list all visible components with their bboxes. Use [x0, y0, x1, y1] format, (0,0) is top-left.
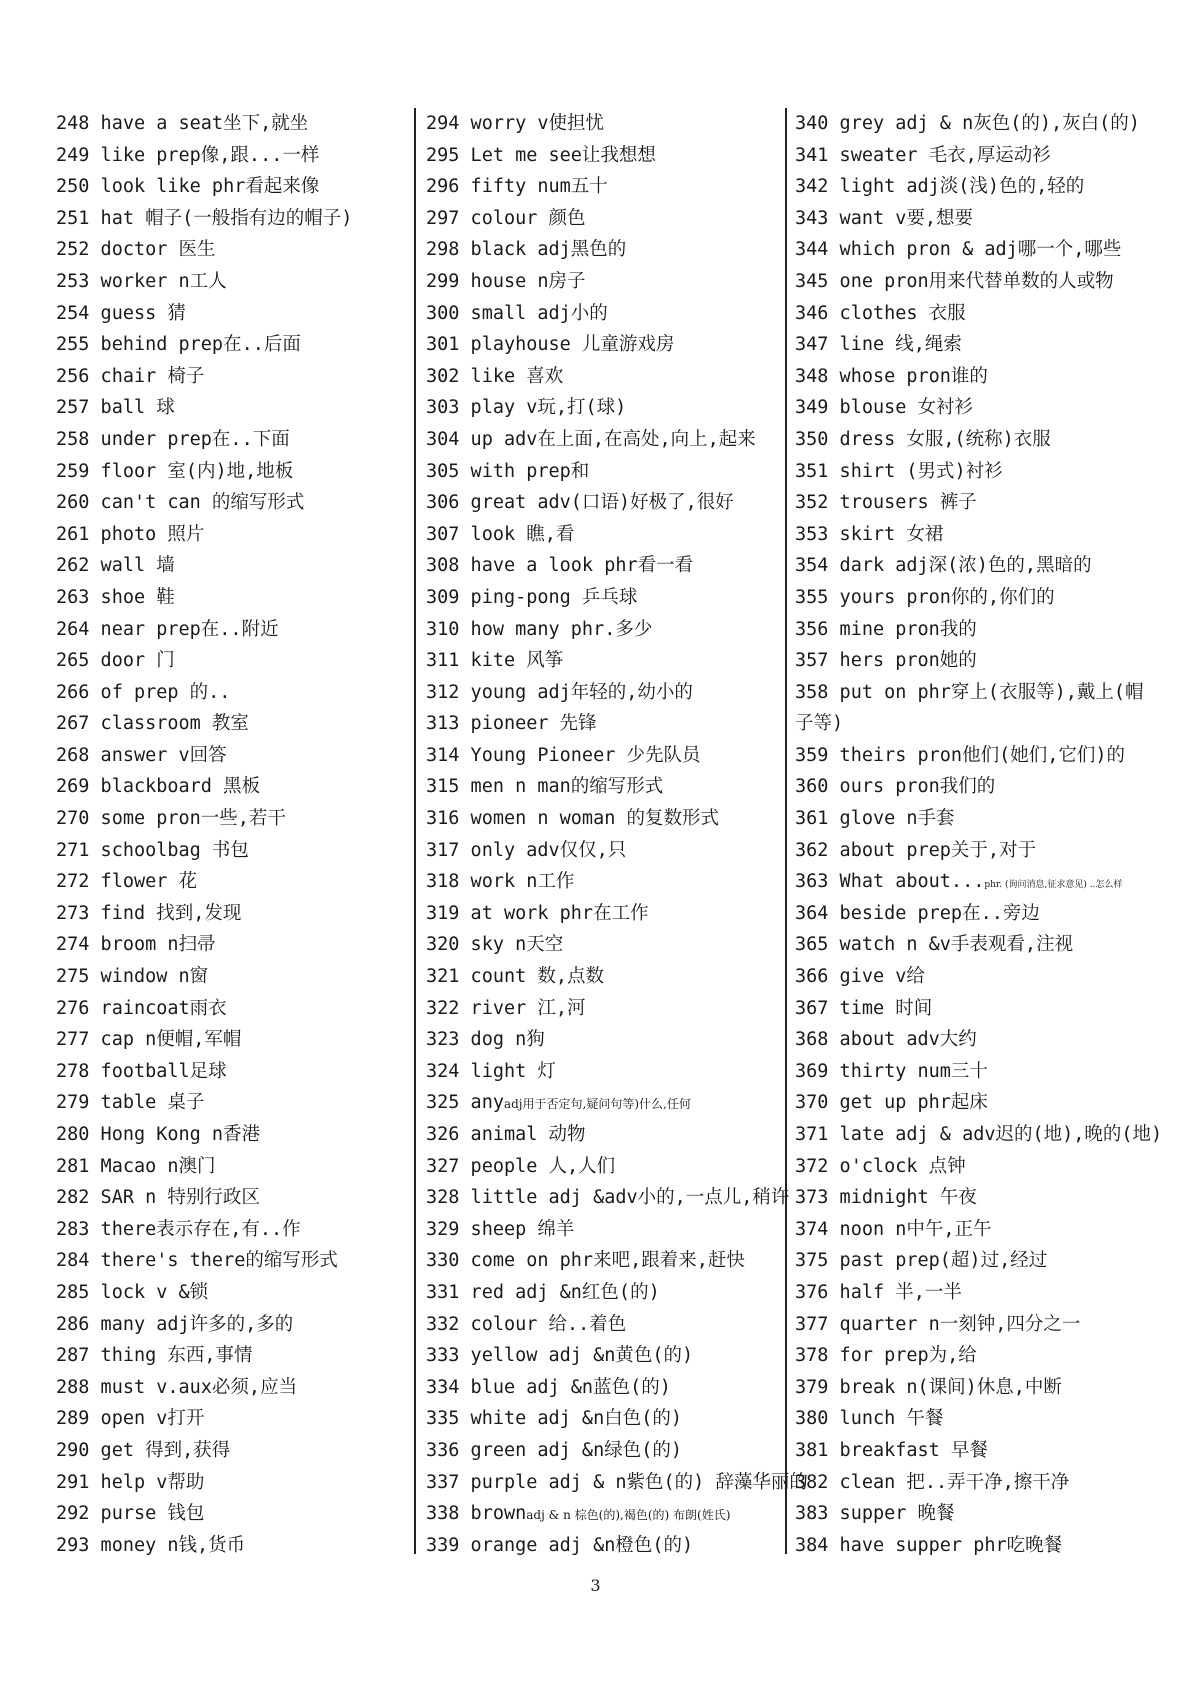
vocab-entry	[426, 1214, 776, 1246]
vocab-entry	[795, 1151, 1165, 1183]
vocab-entry	[426, 234, 776, 266]
vocab-entry-text: 268 answer v回答	[56, 744, 227, 766]
vocab-entry	[426, 677, 776, 709]
vocab-entry-text: 256 chair 椅子	[56, 365, 205, 387]
vocab-entry-text: 250 look like phr看起来像	[56, 176, 320, 198]
vocab-entry-text: 251 hat 帽子(一般指有边的帽子)	[56, 207, 353, 229]
vocab-entry	[795, 1530, 1165, 1562]
vocab-entry	[426, 519, 776, 551]
vocab-entry	[56, 171, 406, 203]
vocab-column-2	[426, 108, 808, 1561]
vocab-entry	[795, 1277, 1165, 1309]
vocab-entry-text: 314 Young Pioneer 少先队员	[426, 744, 701, 766]
vocab-entry	[56, 1024, 406, 1056]
vocab-entry	[795, 645, 1165, 677]
vocab-entry-text: 350 dress 女服,(统称)衣服	[795, 428, 1051, 450]
vocab-entry	[426, 961, 776, 993]
vocab-entry-text: 356 mine pron我的	[795, 618, 977, 640]
vocab-entry-text: 352 trousers 裤子	[795, 492, 977, 514]
vocab-entry	[426, 1435, 776, 1467]
vocab-entry-text: 362 about prep关于,对于	[795, 839, 1037, 861]
vocab-entry	[56, 298, 406, 330]
vocab-entry-text: 298 black adj黑色的	[426, 239, 627, 261]
vocab-entry	[795, 1024, 1165, 1056]
vocab-entry	[426, 1119, 776, 1151]
vocab-entry	[56, 929, 406, 961]
vocab-entry	[426, 550, 776, 582]
vocab-entry	[795, 519, 1165, 551]
vocab-entry	[426, 329, 776, 361]
vocab-entry	[56, 1245, 406, 1277]
vocab-entry-text: 338 brown	[426, 1503, 527, 1525]
vocab-entry-text: 294 worry v使担忧	[426, 113, 605, 134]
vocab-entry	[795, 456, 1165, 488]
vocab-entry-text: 339 orange adj &n橙色(的)	[426, 1534, 694, 1556]
vocab-entry-text: 344 which pron & adj哪一个,哪些	[795, 239, 1122, 261]
vocab-entry-text: 262 wall 墙	[56, 555, 175, 577]
vocab-entry	[426, 1530, 776, 1562]
vocab-entry	[426, 582, 776, 614]
vocab-entry	[426, 771, 776, 803]
vocab-entry	[56, 1467, 406, 1499]
vocab-entry	[56, 487, 406, 519]
vocab-entry-text: 364 beside prep在..旁边	[795, 902, 1040, 924]
vocab-entry-text: 265 door 门	[56, 650, 175, 672]
vocab-entry	[426, 487, 776, 519]
vocab-entry-text: 365 watch n &v手表观看,注视	[795, 934, 1074, 956]
vocab-entry-text: 291 help v帮助	[56, 1471, 205, 1493]
vocab-entry	[56, 898, 406, 930]
vocab-entry	[56, 1056, 406, 1088]
vocab-entry-text: 259 floor 室(内)地,地板	[56, 460, 294, 482]
vocab-entry	[795, 1498, 1165, 1530]
column-divider	[414, 108, 416, 1554]
vocab-entry	[795, 203, 1165, 235]
vocab-entry-text: 263 shoe 鞋	[56, 586, 175, 608]
vocab-entry	[426, 392, 776, 424]
vocab-entry-text: 311 kite 风筝	[426, 650, 564, 672]
vocab-entry	[56, 771, 406, 803]
vocab-entry	[56, 329, 406, 361]
vocab-entry-text: 280 Hong Kong n香港	[56, 1124, 261, 1145]
vocab-entry-text: 332 colour 给..着色	[426, 1313, 627, 1335]
vocab-entry-text: 346 clothes 衣服	[795, 302, 966, 324]
vocab-entry	[56, 677, 406, 709]
vocab-entry	[56, 456, 406, 488]
vocab-entry	[795, 298, 1165, 330]
vocab-entry	[56, 424, 406, 456]
vocab-entry	[56, 614, 406, 646]
vocab-entry-text: 312 young adj年轻的,幼小的	[426, 681, 693, 703]
vocab-entry-text: 376 half 半,一半	[795, 1281, 962, 1303]
vocab-entry-text: 324 light 灯	[426, 1060, 556, 1082]
vocab-entry	[426, 171, 776, 203]
vocab-entry-text: 282 SAR n 特别行政区	[56, 1187, 260, 1209]
vocab-entry	[795, 550, 1165, 582]
vocab-entry	[56, 234, 406, 266]
vocab-entry-text: 383 supper 晚餐	[795, 1503, 955, 1525]
vocab-entry	[56, 1214, 406, 1246]
vocab-entry	[426, 1403, 776, 1435]
vocab-entry-note: adj用于否定句,疑问句等)什么,任何	[503, 1097, 691, 1112]
vocab-entry	[56, 835, 406, 867]
vocab-entry-text: 334 blue adj &n蓝色(的)	[426, 1376, 671, 1398]
vocab-entry	[56, 993, 406, 1025]
vocab-entry	[795, 1435, 1165, 1467]
column-divider	[785, 108, 787, 1554]
vocab-entry-text: 345 one pron用来代替单数的人或物	[795, 270, 1114, 292]
vocab-entry	[426, 424, 776, 456]
vocab-entry-text: 288 must v.aux必须,应当	[56, 1376, 298, 1398]
vocab-entry	[56, 866, 406, 898]
vocab-entry-text: 366 give v给	[795, 966, 925, 988]
vocab-entry-text: 381 breakfast 早餐	[795, 1439, 988, 1461]
vocab-entry-text: 273 find 找到,发现	[56, 902, 242, 924]
vocab-entry	[795, 803, 1165, 835]
vocab-entry-text: 359 theirs pron他们(她们,它们)的	[795, 744, 1125, 766]
vocab-entry	[795, 1119, 1165, 1151]
vocab-entry	[795, 1245, 1165, 1277]
vocab-entry	[795, 677, 1145, 740]
vocab-entry	[56, 803, 406, 835]
vocab-entry	[795, 866, 1165, 898]
vocab-entry-text: 375 past prep(超)过,经过	[795, 1250, 1048, 1272]
vocab-entry-text: 380 lunch 午餐	[795, 1408, 944, 1430]
vocab-entry	[795, 898, 1165, 930]
vocab-entry-text: 357 hers pron她的	[795, 650, 977, 672]
vocab-entry-text: 299 house n房子	[426, 270, 586, 292]
vocab-entry-text: 351 shirt (男式)衬衫	[795, 460, 1003, 482]
vocab-entry	[426, 266, 776, 298]
vocab-entry	[795, 993, 1165, 1025]
vocab-entry-text: 349 blouse 女衬衫	[795, 397, 974, 419]
vocab-entry-note: phr. (询问消息,征求意见) ..怎么样	[984, 880, 1123, 891]
vocab-entry	[56, 266, 406, 298]
vocab-entry-text: 329 sheep 绵羊	[426, 1218, 575, 1240]
vocab-entry-text: 274 broom n扫帚	[56, 934, 216, 956]
vocab-entry	[795, 1372, 1165, 1404]
vocab-entry-text: 277 cap n便帽,军帽	[56, 1029, 242, 1051]
vocab-entry-text: 341 sweater 毛衣,厚运动衫	[795, 144, 1051, 166]
vocab-entry	[795, 929, 1165, 961]
vocab-entry-text: 379 break n(课间)休息,中断	[795, 1376, 1062, 1398]
vocab-entry-text: 284 there's there的缩写形式	[56, 1250, 338, 1272]
vocab-entry	[795, 961, 1165, 993]
vocab-entry	[56, 1119, 406, 1151]
vocab-entry	[426, 108, 776, 140]
vocab-entry-text: 271 schoolbag 书包	[56, 839, 249, 861]
vocab-entry-text: 293 money n钱,货币	[56, 1534, 246, 1556]
vocab-entry-text: 281 Macao n澳门	[56, 1155, 216, 1177]
vocab-entry	[795, 171, 1165, 203]
vocab-entry	[426, 835, 776, 867]
vocab-entry-text: 382 clean 把..弄干净,擦干净	[795, 1471, 1070, 1493]
vocab-entry	[795, 614, 1165, 646]
vocab-entry-text: 335 white adj &n白色(的)	[426, 1408, 682, 1430]
vocab-entry-text: 292 purse 钱包	[56, 1503, 205, 1525]
vocab-entry-text: 269 blackboard 黑板	[56, 776, 261, 798]
vocab-entry	[795, 771, 1165, 803]
vocab-entry-text: 327 people 人,人们	[426, 1155, 616, 1177]
vocab-entry-text: 343 want v要,想要	[795, 207, 974, 229]
vocab-entry	[426, 708, 776, 740]
vocab-entry	[795, 1214, 1165, 1246]
vocab-entry	[56, 1530, 406, 1562]
vocab-entry	[426, 298, 776, 330]
vocab-entry-text: 267 classroom 教室	[56, 713, 249, 735]
vocab-entry-text: 264 near prep在..附近	[56, 618, 279, 640]
vocab-entry-text: 301 playhouse 儿童游戏房	[426, 334, 675, 356]
vocab-entry	[795, 140, 1165, 172]
vocab-entry-text: 315 men n man的缩写形式	[426, 776, 664, 798]
vocab-entry	[426, 803, 776, 835]
vocab-entry-text: 279 table 桌子	[56, 1092, 205, 1114]
vocab-entry-text: 266 of prep 的..	[56, 681, 231, 703]
vocab-entry-text: 255 behind prep在..后面	[56, 334, 301, 356]
vocab-entry	[795, 329, 1165, 361]
vocab-entry-text: 302 like 喜欢	[426, 365, 564, 387]
vocab-entry-text: 289 open v打开	[56, 1408, 205, 1430]
vocab-entry	[795, 392, 1165, 424]
vocab-entry	[426, 1087, 776, 1119]
vocab-entry-text: 297 colour 颜色	[426, 207, 586, 229]
vocab-entry-text: 316 women n woman 的复数形式	[426, 808, 719, 830]
vocab-entry	[426, 740, 776, 772]
vocab-entry	[426, 1277, 776, 1309]
vocab-entry	[56, 1277, 406, 1309]
vocab-entry-text: 325 any	[426, 1092, 504, 1114]
vocab-entry-text: 363 What about...	[795, 871, 985, 893]
vocab-entry	[56, 203, 406, 235]
vocab-entry	[56, 1498, 406, 1530]
vocab-entry	[426, 866, 776, 898]
vocab-entry	[56, 361, 406, 393]
vocab-entry-text: 360 ours pron我们的	[795, 776, 996, 798]
vocab-entry-text: 303 play v玩,打(球)	[426, 397, 627, 419]
vocab-entry-text: 313 pioneer 先锋	[426, 713, 597, 735]
vocab-entry-text: 377 quarter n一刻钟,四分之一	[795, 1313, 1081, 1335]
vocab-entry-text: 304 up adv在上面,在高处,向上,起来	[426, 428, 756, 450]
vocab-entry	[56, 1372, 406, 1404]
vocab-entry	[426, 1151, 776, 1183]
vocab-entry-text: 337 purple adj & n紫色(的) 辞藻华丽的	[426, 1471, 808, 1493]
vocab-entry-text: 355 yours pron你的,你们的	[795, 586, 1055, 608]
vocab-entry-text: 249 like prep像,跟...一样	[56, 144, 320, 166]
vocab-entry	[795, 266, 1165, 298]
vocab-entry-text: 336 green adj &n绿色(的)	[426, 1439, 682, 1461]
vocab-entry-text: 374 noon n中午,正午	[795, 1218, 992, 1240]
vocab-entry-text: 348 whose pron谁的	[795, 365, 988, 387]
vocab-entry	[56, 1435, 406, 1467]
vocab-entry	[426, 614, 776, 646]
vocab-entry-text: 368 about adv大约	[795, 1029, 977, 1051]
vocab-entry-text: 340 grey adj & n灰色(的),灰白(的)	[795, 113, 1140, 134]
vocab-entry-text: 257 ball 球	[56, 397, 175, 419]
vocab-entry	[795, 487, 1165, 519]
vocab-entry	[426, 1340, 776, 1372]
vocab-entry-text: 270 some pron一些,若干	[56, 808, 286, 830]
vocab-entry-text: 253 worker n工人	[56, 270, 227, 292]
vocab-entry-text: 286 many adj许多的,多的	[56, 1313, 294, 1335]
vocab-entry-text: 333 yellow adj &n黄色(的)	[426, 1345, 694, 1367]
vocab-entry-text: 347 line 线,绳索	[795, 334, 962, 356]
vocab-entry-text: 309 ping-pong 乒乓球	[426, 586, 638, 608]
vocab-entry-text: 310 how many phr.多少	[426, 618, 653, 640]
vocab-entry	[426, 898, 776, 930]
vocab-entry-text: 295 Let me see让我想想	[426, 144, 656, 166]
page-number: 3	[590, 1576, 601, 1595]
vocab-entry-text: 300 small adj小的	[426, 302, 608, 324]
vocab-entry	[56, 1087, 406, 1119]
vocab-entry	[795, 1403, 1165, 1435]
vocab-entry	[426, 203, 776, 235]
vocab-entry	[795, 835, 1165, 867]
vocab-entry-text: 258 under prep在..下面	[56, 428, 290, 450]
vocab-entry	[426, 1056, 776, 1088]
vocab-entry	[426, 1182, 790, 1214]
vocab-entry	[56, 1340, 406, 1372]
vocab-entry-text: 322 river 江,河	[426, 997, 586, 1019]
vocab-entry	[795, 424, 1165, 456]
vocab-entry-text: 326 animal 动物	[426, 1124, 586, 1145]
vocab-entry-text: 371 late adj & adv迟的(地),晚的(地)	[795, 1124, 1163, 1145]
vocab-entry-text: 260 can't can 的缩写形式	[56, 492, 305, 514]
vocab-entry	[795, 1340, 1165, 1372]
vocab-entry	[56, 140, 406, 172]
vocab-entry-text: 261 photo 照片	[56, 523, 205, 545]
vocab-entry-text: 358 put on phr穿上(衣服等),戴上(帽子等)	[795, 681, 1144, 735]
vocab-entry-text: 306 great adv(口语)好极了,很好	[426, 492, 734, 514]
vocab-entry-text: 361 glove n手套	[795, 808, 955, 830]
vocab-entry-text: 317 only adv仅仅,只	[426, 839, 627, 861]
vocab-entry	[795, 582, 1165, 614]
vocab-entry-text: 321 count 数,点数	[426, 966, 605, 988]
vocab-entry-text: 296 fifty num五十	[426, 176, 608, 198]
vocab-entry	[795, 108, 1165, 140]
vocab-entry	[795, 1056, 1165, 1088]
vocab-entry-text: 305 with prep和	[426, 460, 590, 482]
vocab-entry	[56, 550, 406, 582]
vocab-entry	[426, 1467, 808, 1499]
vocab-entry	[426, 1372, 776, 1404]
vocab-entry-text: 275 window n窗	[56, 966, 209, 988]
vocab-entry	[426, 456, 776, 488]
vocab-entry	[426, 993, 776, 1025]
vocab-column-1	[56, 108, 406, 1561]
vocab-entry-text: 248 have a seat坐下,就坐	[56, 113, 309, 134]
vocab-entry-text: 378 for prep为,给	[795, 1345, 977, 1367]
vocab-entry-text: 353 skirt 女裙	[795, 523, 944, 545]
vocab-entry-text: 370 get up phr起床	[795, 1092, 988, 1114]
vocab-column-3	[795, 108, 1165, 1561]
vocab-entry	[795, 361, 1165, 393]
vocab-entry-text: 287 thing 东西,事情	[56, 1345, 253, 1367]
vocab-entry-text: 372 o'clock 点钟	[795, 1155, 966, 1177]
vocab-entry	[426, 361, 776, 393]
vocab-entry-text: 252 doctor 医生	[56, 239, 216, 261]
vocab-entry-text: 354 dark adj深(浓)色的,黑暗的	[795, 555, 1092, 577]
vocab-entry-text: 285 lock v &锁	[56, 1281, 209, 1303]
vocab-entry	[56, 1182, 406, 1214]
vocab-entry	[426, 1498, 776, 1530]
vocab-entry	[56, 519, 406, 551]
vocab-entry	[426, 140, 776, 172]
vocab-entry-text: 369 thirty num三十	[795, 1060, 988, 1082]
vocab-entry	[56, 582, 406, 614]
vocab-entry	[56, 1309, 406, 1341]
vocab-entry	[56, 392, 406, 424]
vocab-entry-text: 278 football足球	[56, 1060, 227, 1082]
vocab-entry-text: 283 there表示存在,有..作	[56, 1218, 301, 1240]
vocab-entry-text: 272 flower 花	[56, 871, 198, 893]
vocab-entry	[426, 1245, 776, 1277]
vocab-entry-text: 373 midnight 午夜	[795, 1187, 977, 1209]
vocab-entry-text: 307 look 瞧,看	[426, 523, 575, 545]
vocab-entry	[795, 1467, 1165, 1499]
vocab-entry	[426, 929, 776, 961]
vocab-entry	[795, 740, 1165, 772]
vocab-entry-text: 290 get 得到,获得	[56, 1439, 231, 1461]
vocab-entry	[795, 1087, 1165, 1119]
vocab-entry-text: 367 time 时间	[795, 997, 933, 1019]
vocab-entry	[426, 645, 776, 677]
vocab-entry	[56, 740, 406, 772]
vocab-entry	[795, 1182, 1165, 1214]
vocab-entry-text: 276 raincoat雨衣	[56, 997, 227, 1019]
vocab-entry-text: 254 guess 猜	[56, 302, 186, 324]
vocab-entry	[56, 1403, 406, 1435]
vocab-entry-note: adj & n 棕色(的),褐色(的) 布朗(姓氏)	[526, 1508, 731, 1523]
vocab-entry-text: 323 dog n狗	[426, 1029, 545, 1051]
vocab-entry-text: 342 light adj淡(浅)色的,轻的	[795, 176, 1085, 198]
vocab-entry	[426, 1024, 776, 1056]
vocab-entry-text: 384 have supper phr吃晚餐	[795, 1534, 1063, 1556]
vocab-entry-text: 319 at work phr在工作	[426, 902, 649, 924]
vocab-entry	[795, 234, 1165, 266]
vocab-entry	[426, 1309, 776, 1341]
vocab-entry-text: 331 red adj &n红色(的)	[426, 1281, 660, 1303]
vocab-entry	[56, 108, 406, 140]
vocab-entry-text: 318 work n工作	[426, 871, 575, 893]
vocab-entry-text: 320 sky n天空	[426, 934, 564, 956]
vocab-entry	[56, 1151, 406, 1183]
vocab-entry-text: 328 little adj &adv小的,一点儿,稍许	[426, 1187, 790, 1209]
vocab-entry	[56, 645, 406, 677]
vocab-entry	[56, 708, 406, 740]
vocab-entry	[56, 961, 406, 993]
vocab-entry-text: 308 have a look phr看一看	[426, 555, 694, 577]
vocab-entry-text: 330 come on phr来吧,跟着来,赶快	[426, 1250, 745, 1272]
vocab-entry	[795, 1309, 1165, 1341]
